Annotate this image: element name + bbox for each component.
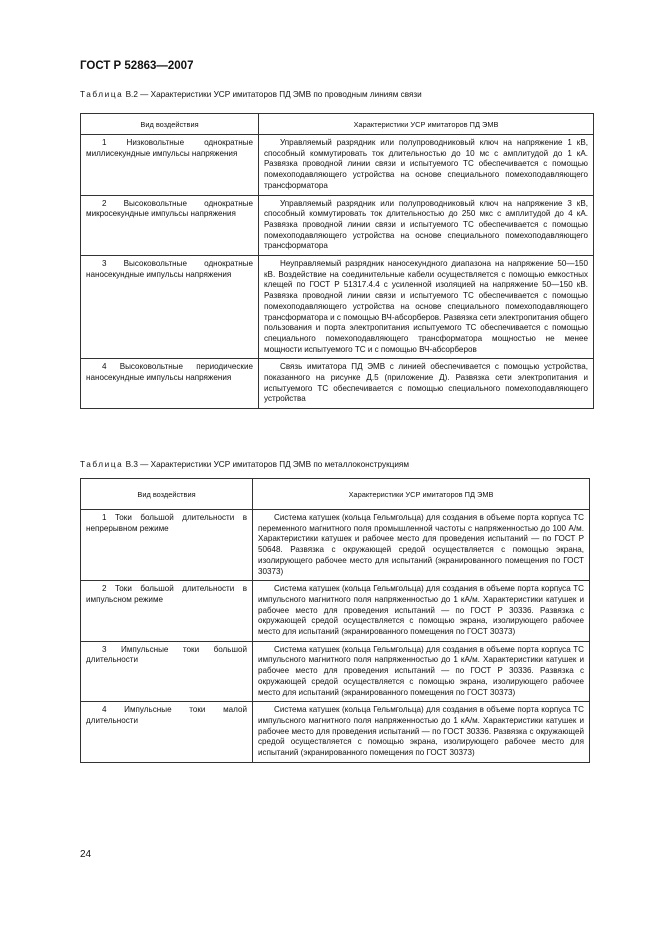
table-row	[81, 581, 590, 642]
table-b3-caption	[80, 460, 409, 469]
table-row	[81, 135, 594, 196]
column-header-characteristics: Характеристики УСР имитаторов ПД ЭМВ	[253, 479, 590, 510]
characteristics-cell: Неуправляемый разрядник наносекундного диапазона на напряжение 50—150 кВ. Воздействие на соединительные кабели осуществляется с помощью емкостных клещей по ГОСТ Р 51317.4.4 с усиленной изоляцией на напряжение 50—150 кВ. Развязка проводной линии связи и испытуемого ТС обеспечивается с помощью помехоподавляющего устройства на основе специального помехоподавляющего трансформатора и с помощью ВЧ-абсорберов. Развязка сети электропитания общего пользования и порта электропитания испытуемого ТС обеспечивается с помощью специального помехоподавляющего трансформатора мощностью не менее мощности испытуемого ТС и с помощью ВЧ-абсорберов	[259, 256, 594, 359]
table-b3	[80, 478, 590, 763]
table-b2-caption	[80, 90, 422, 99]
table-header-row	[81, 479, 590, 510]
characteristics-cell: Управляемый разрядник или полупроводниковый ключ на напряжение 1 кВ, способный коммутировать ток длительностью до 10 мс с амплитудой до 1 кА. Развязка проводной линии связи и испытуемого ТС обеспечивается с помощью помехоподавляющего устройства на основе специального помехоподавляющего трансформатора	[259, 135, 594, 196]
table-row	[81, 641, 590, 702]
table-row	[81, 195, 594, 256]
document-code: ГОСТ Р 52863—2007	[80, 60, 194, 72]
table-title: В.3 — Характеристики УСР имитаторов ПД ЭМВ по металлоконструкциям	[123, 460, 409, 469]
impact-type-cell: 1 Низковольтные однократные миллисекундные импульсы напряжения	[81, 135, 259, 196]
impact-type-cell: 3 Высоковольтные однократные наносекундные импульсы напряжения	[81, 256, 259, 359]
table-label: Таблица	[80, 90, 124, 99]
impact-type-cell: 3 Импульсные токи большой длительности	[81, 641, 253, 702]
characteristics-cell: Управляемый разрядник или полупроводниковый ключ на напряжение 3 кВ, способный коммутировать ток длительностью до 250 мкс с амплитудой до 4 кА. Развязка проводной линии связи и испытуемого ТС обеспечивается с помощью помехоподавляющего устройства на основе специального помехоподавляющего трансформатора	[259, 195, 594, 256]
characteristics-cell: Система катушек (кольца Гельмгольца) для создания в объеме порта корпуса ТС импульсного магнитного поля напряженностью до 1 кА/м. Характеристики катушек и рабочее место для проведения испытаний — по ГОСТ 30336. Развязка с окружающей средой осуществляется с помощью экрана, изолирующего рабочее место для испытаний (экранированного помещения по ГОСТ 30373)	[253, 702, 590, 763]
characteristics-cell: Система катушек (кольца Гельмгольца) для создания в объеме порта корпуса ТС импульсного магнитного поля напряженностью до 1 кА/м. Характеристики катушек и рабочее место для проведения испытаний — по ГОСТ Р 30336. Развязка с окружающей средой осуществляется с помощью экрана, изолирующего рабочее место для испытаний (экранированного помещения по ГОСТ 30373)	[253, 641, 590, 702]
impact-type-cell: 2 Токи большой длительности в импульсном режиме	[81, 581, 253, 642]
table-title: В.2 — Характеристики УСР имитаторов ПД ЭМВ по проводным линиям связи	[123, 90, 422, 99]
impact-type-cell: 4 Импульсные токи малой длительности	[81, 702, 253, 763]
table-row	[81, 256, 594, 359]
characteristics-cell: Система катушек (кольца Гельмгольца) для создания в объеме порта корпуса ТС импульсного магнитного поля напряженностью до 1 кА/м. Характеристики катушек и рабочее место для проведения испытаний — по ГОСТ Р 30336. Развязка с окружающей средой осуществляется с помощью экрана, изолирующего рабочее место для испытаний (экранированного помещения по ГОСТ 30373)	[253, 581, 590, 642]
table-header-row	[81, 114, 594, 135]
impact-type-cell: 4 Высоковольтные периодические наносекундные импульсы напряжения	[81, 359, 259, 409]
table-row	[81, 359, 594, 409]
table-b2	[80, 113, 594, 409]
column-header-impact-type: Вид воздействия	[81, 479, 253, 510]
table-label: Таблица	[80, 460, 124, 469]
table-row	[81, 702, 590, 763]
column-header-characteristics: Характеристики УСР имитаторов ПД ЭМВ	[259, 114, 594, 135]
impact-type-cell: 1 Токи большой длительности в непрерывном режиме	[81, 510, 253, 581]
characteristics-cell: Связь имитатора ПД ЭМВ с линией обеспечивается с помощью устройства, показанного на рисунке Д.5 (приложение Д). Развязка сети электропитания и испытуемого ТС обеспечивается с помощью специального помехоподавляющего устройства	[259, 359, 594, 409]
table-row	[81, 510, 590, 581]
page-number: 24	[80, 849, 92, 860]
impact-type-cell: 2 Высоковольтные однократные микросекундные импульсы напряжения	[81, 195, 259, 256]
characteristics-cell: Система катушек (кольца Гельмгольца) для создания в объеме порта корпуса ТС переменного магнитного поля промышленной частоты с напряженностью до 100 А/м. Характеристики катушек и рабочее место для проведения испытаний — по ГОСТ Р 50648. Развязка с окружающей средой осуществляется с помощью экрана, изолирующего рабочее место для испытаний (экранированного помещения по ГОСТ 30373)	[253, 510, 590, 581]
column-header-impact-type: Вид воздействия	[81, 114, 259, 135]
